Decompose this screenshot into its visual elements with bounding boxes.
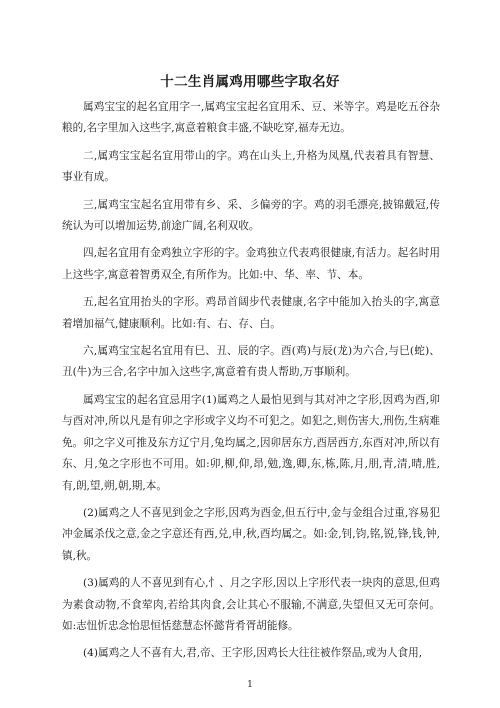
paragraph: (2)属鸡之人不喜见到金之字形,因鸡为酉金,但五行中,金与金组合过重,容易犯冲金属杀伐之意,金之字意还有西,兑,申,秋,酉均属之。如:金,钊,钧,铭,锐,锋,钱,钟,镇,秋。: [62, 506, 440, 562]
page-number: 1: [247, 680, 253, 690]
paragraph: 属鸡宝宝的起名宜忌用字(1)属鸡之人最怕见到与其对冲之字形,因鸡为酉,卯与酉对冲,所以凡是有卯之字形或字义均不可犯之。如犯之,则伤害大,刑伤,生病难免。卯之字义可推及东方辽宁月,兔均属之,因卯居东方,酉居西方,东酉对冲,所以有东、月,兔之字形也不可用。如:卯,柳,仰,昂,勉,逸,卿,东,栋,陈,月,朋,青,清,晴,胜,有,朗,望,朔,朝,期,本。: [62, 393, 440, 492]
paragraph: (3)属鸡的人不喜见到有心,忄、月之字形,因以上字形代表一块肉的意思,但鸡为素食动物,不食荤肉,若给其肉食,会让其心不服输,不满意,失望但又无可奈何。如:志忸忻忠念怡思恒恬慈慧态怀懿背肴胥胡能修。: [62, 577, 440, 632]
document-title: 十二生肖属鸡用哪些字取名好: [160, 74, 340, 90]
paragraph: 五,起名宜用抬头的字形。鸡昂首阔步代表健康,名字中能加入抬头的字,寓意着增加福气,健康顺利。比如:有、右、存、白。: [62, 296, 440, 330]
paragraph: 六,属鸡宝宝起名宜用有巳、丑、辰的字。酉(鸡)与辰(龙)为六合,与巳(蛇)、丑(牛)为三合,名字中加入这些字,寓意着有贵人帮助,万事顺利。: [62, 345, 440, 379]
paragraph: 属鸡宝宝的起名宜用字一,属鸡宝宝起名宜用禾、豆、米等字。鸡是吃五谷杂粮的,名字里加入这些字,寓意着粮食丰盛,不缺吃穿,福寿无边。: [62, 101, 440, 135]
paragraph: 二,属鸡宝宝起名宜用带山的字。鸡在山头上,升格为凤凰,代表着具有智慧、事业有成。: [62, 149, 440, 184]
paragraph: 四,起名宜用有金鸡独立字形的字。金鸡独立代表鸡很健康,有活力。起名时用上这些字,寓意着智勇双全,有所作为。比如:中、华、率、节、本。: [62, 247, 440, 281]
paragraph: 三,属鸡宝宝起名宜用带有乡、采、彡偏旁的字。鸡的羽毛漂亮,披锦戴冠,传统认为可以增加运势,前途广阔,名利双收。: [62, 198, 440, 233]
document-body: [62, 97, 440, 671]
paragraph: (4)属鸡之人不喜有大,君,帝、王字形,因鸡长大往往被作祭品,或为人食用,: [83, 647, 423, 660]
